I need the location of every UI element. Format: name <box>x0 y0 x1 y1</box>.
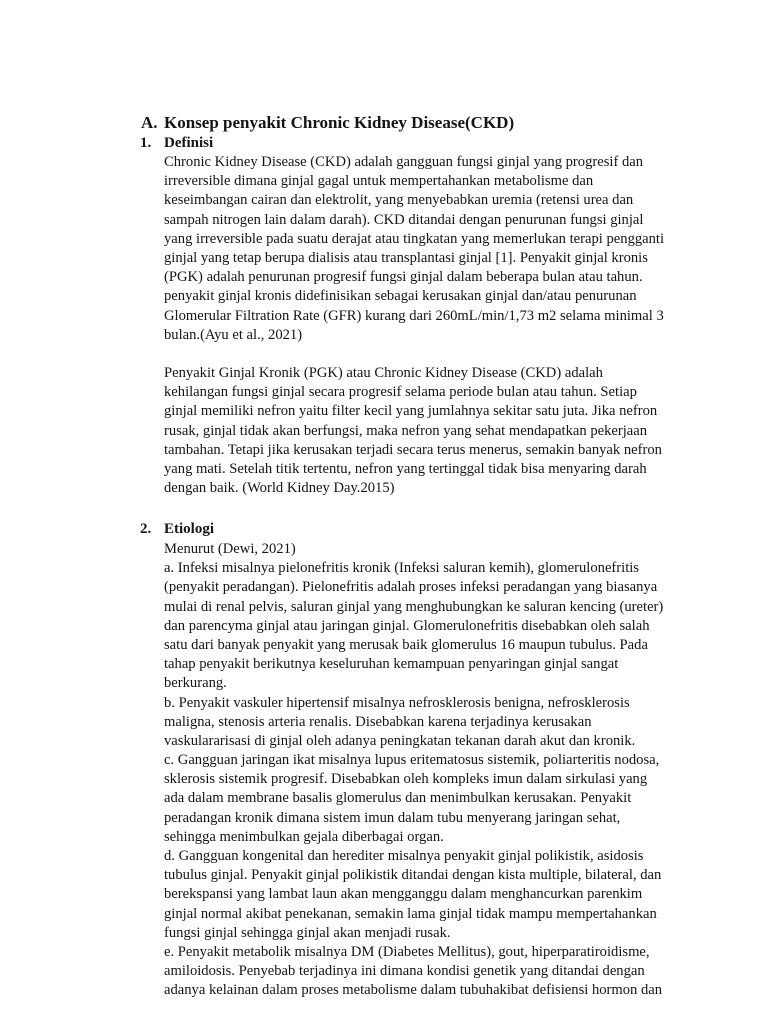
text-line: rusak, ginjal tidak akan berfungsi, maka nefron yang sehat mendapatkan pekerjaan <box>164 422 648 439</box>
text-line: keseimbangan cairan dan elektrolit, yang menyebabkan uremia (retensi urea dan <box>164 192 634 209</box>
text-line: adanya kelainan dalam proses metabolisme dalam tubuhakibat defisiensi hormon dan <box>164 982 663 999</box>
text-line: peradangan kronik dimana sistem imun dalam tubu menyerang jaringan sehat, <box>164 809 621 826</box>
text-line: d. Gangguan kongenital dan herediter misalnya penyakit ginjal polikistik, asidosis <box>164 848 644 864</box>
section-title: Definisi <box>164 135 214 151</box>
definisi-paragraph-1 <box>164 153 724 345</box>
text-line: e. Penyakit metabolik misalnya DM (Diabetes Mellitus), gout, hiperparatiroidisme, <box>164 943 650 960</box>
text-line: Chronic Kidney Disease (CKD) adalah gangguan fungsi ginjal yang progresif dan <box>164 154 644 170</box>
text-line: berkurang. <box>164 675 227 692</box>
text-line: Menurut (Dewi, 2021) <box>164 541 296 557</box>
text-line: mulai di renal pelvis, saluran ginjal yang menghubungkan ke saluran kencing (ureter) <box>164 598 664 615</box>
text-line: yang mati. Setelah titik tertentu, nefron yang tertinggal tidak bisa menyaring darah <box>164 460 647 477</box>
text-line: a. Infeksi misalnya pielonefritis kronik (Infeksi saluran kemih), glomerulonefritis <box>164 560 639 577</box>
text-line: dengan baik. (World Kidney Day.2015) <box>164 480 395 497</box>
text-line: tahap penyakit berikutnya keseluruhan kemampuan penyaringan ginjal sangat <box>164 656 619 673</box>
text-line: (PGK) adalah penurunan progresif fungsi ginjal dalam beberapa bulan atau tahun. <box>164 269 643 286</box>
text-line: bulan.(Ayu et al., 2021) <box>164 326 303 343</box>
text-line: kehilangan fungsi ginjal secara progresif selama periode bulan atau tahun. Setiap <box>164 384 637 401</box>
section-heading-etiologi <box>140 520 214 539</box>
text-line: berekspansi yang lambat laun akan mengganggu dalam menghancurkan parenkim <box>164 886 643 903</box>
text-line: maligna, stenosis arteria renalis. Disebabkan karena terjadinya kerusakan <box>164 713 592 730</box>
text-line: (penyakit peradangan). Pielonefritis adalah proses infeksi peradangan yang biasanya <box>164 579 658 596</box>
text-line: dan parencyma ginjal atau jaringan ginjal. Glomerulonefritis disebabkan oleh salah <box>164 617 650 634</box>
etiologi-body <box>164 540 724 1001</box>
text-line: Glomerular Filtration Rate (GFR) kurang dari 260mL/min/1,73 m2 selama minimal 3 <box>164 307 664 324</box>
text-line: c. Gangguan jaringan ikat misalnya lupus eritematosus sistemik, poliarteritis nodosa, <box>164 752 660 769</box>
heading-letter: A. <box>141 113 158 132</box>
heading-title: Konsep penyakit Chronic Kidney Disease(CKD) <box>164 113 515 132</box>
text-line: tubulus ginjal. Penyakit ginjal polikistik ditandai dengan kista multiple, bilateral, dan <box>164 867 662 884</box>
text-line: sehingga menimbulkan gejala diberbagai organ. <box>164 828 444 845</box>
text-line: Penyakit Ginjal Kronik (PGK) atau Chronic Kidney Disease (CKD) adalah <box>164 365 603 381</box>
text-line: amiloidosis. Penyebab terjadinya ini dimana kondisi genetik yang ditandai dengan <box>164 963 645 980</box>
text-line: ada dalam membrane basalis glomerulus dan menimbulkan kerusakan. Penyakit <box>164 790 632 807</box>
text-line: penyakit ginjal kronis didefinisikan sebagai kerusakan ginjal dan/atau penurunan <box>164 288 637 305</box>
text-line: fungsi ginjal sehingga ginjal akan menjadi rusak. <box>164 924 451 941</box>
text-line: b. Penyakit vaskuler hipertensif misalnya nefrosklerosis benigna, nefrosklerosis <box>164 694 630 711</box>
section-number: 2. <box>140 521 152 537</box>
text-line: sklerosis sistemik progresif. Disebabkan oleh kompleks imun dalam sirkulasi yang <box>164 771 648 788</box>
text-line: ginjal yang tetap berupa dialisis atau transplantasi ginjal [1]. Penyakit ginjal kronis <box>164 249 648 266</box>
text-line: satu dari banyak penyakit yang merusak baik glomerulus 16 maupun tubulus. Pada <box>164 636 648 653</box>
text-line: ginjal normal akibat penekanan, semakin lama ginjal tidak mampu mempertahankan <box>164 905 657 922</box>
text-line: sampah nitrogen lain dalam darah). CKD ditandai dengan penurunan fungsi ginjal <box>164 211 644 228</box>
section-title: Etiologi <box>164 521 215 537</box>
text-line: ginjal memiliki nefron yaitu filter kecil yang jumlahnya sekitar satu juta. Jika nefron <box>164 403 658 420</box>
text-line: irreversible dimana ginjal gagal untuk mempertahankan metabolisme dan <box>164 173 594 190</box>
definisi-paragraph-2 <box>164 364 724 498</box>
text-line: tambahan. Tetapi jika kerusakan terjadi secara terus menerus, semakin banyak nefron <box>164 441 662 458</box>
section-heading-definisi <box>140 134 213 153</box>
text-line: yang irreversible pada suatu derajat atau tingkatan yang memerlukan terapi pengganti <box>164 230 665 247</box>
section-number: 1. <box>140 135 152 151</box>
main-heading <box>141 112 514 134</box>
text-line: vaskulararisasi di ginjal oleh adanya peningkatan tekanan darah akut dan kronik. <box>164 732 636 749</box>
